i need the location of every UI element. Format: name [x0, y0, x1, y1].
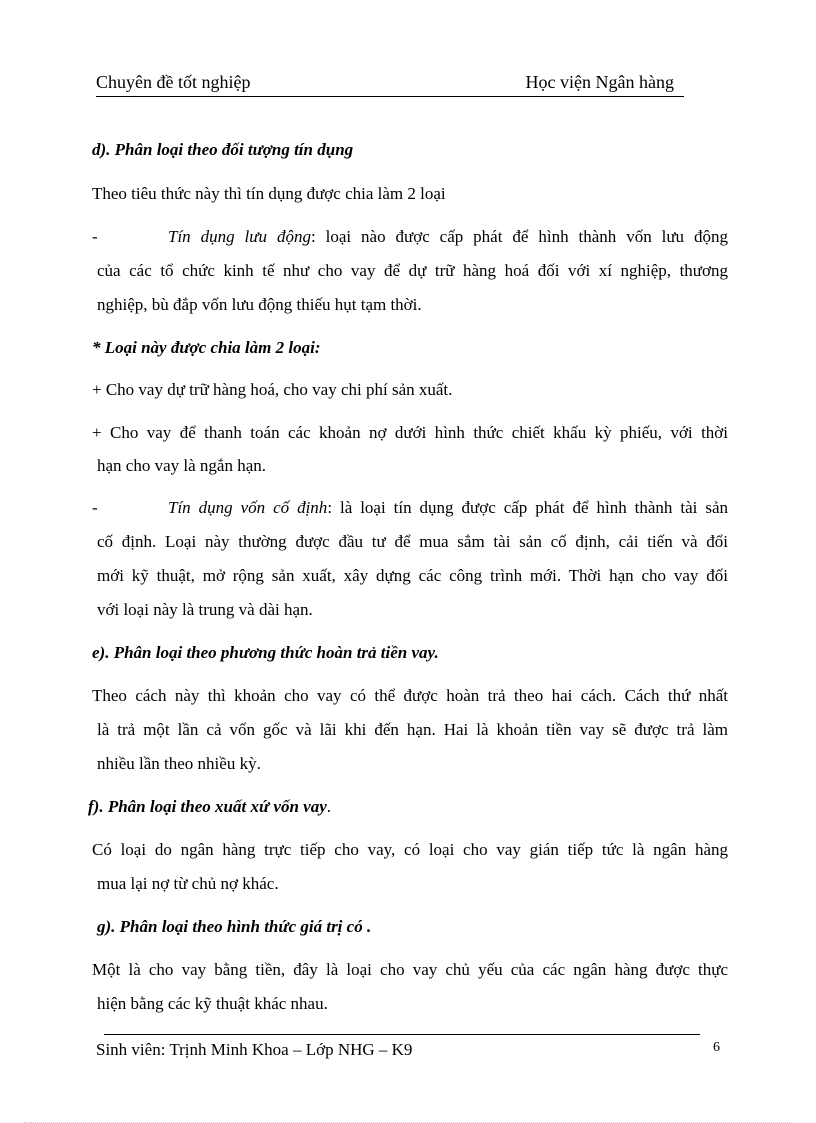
page-header [96, 72, 684, 97]
section-f-heading-dot: . [326, 797, 331, 816]
page-number: 6 [713, 1040, 720, 1055]
section-d-heading: d). Phân loại theo đối tượng tín dụng [92, 140, 354, 159]
section-g-heading: g). Phân loại theo hình thức giá trị có . [97, 917, 372, 936]
section-f-heading-wrap [88, 797, 331, 817]
bullet-dash: - [92, 498, 98, 517]
item2-line3: mới kỹ thuật, mở rộng sản xuất, xây dựng các công trình mới. Thời hạn cho vay đối [97, 566, 728, 585]
footer-student: Sinh viên: Trịnh Minh Khoa – Lớp NHG – K9 [96, 1040, 413, 1059]
section-d-intro: Theo tiêu thức này thì tín dụng được chia làm 2 loại [92, 184, 446, 203]
term-tin-dung-von-co-dinh: Tín dụng vốn cố định [168, 498, 328, 517]
subtype-2-line2: hạn cho vay là ngắn hạn. [97, 456, 266, 475]
section-f-line2: mua lại nợ từ chủ nợ khác. [97, 874, 279, 893]
item2-line1 [168, 498, 728, 518]
section-f-line1: Có loại do ngân hàng trực tiếp cho vay, có loại cho vay gián tiếp tức là ngân hàng [92, 840, 728, 859]
item2-line2: cố định. Loại này thường được đầu tư để mua sắm tài sản cố định, cải tiến và đổi [97, 532, 728, 551]
section-e-line1: Theo cách này thì khoản cho vay có thể được hoàn trả theo hai cách. Cách thứ nhất [92, 686, 728, 705]
item1-line2: của các tổ chức kinh tế như cho vay để dự trữ hàng hoá đối với xí nghiệp, thương [97, 261, 728, 280]
item1-line1 [168, 227, 728, 247]
item2-line1-rest: : là loại tín dụng được cấp phát để hình thành tài sản [327, 498, 728, 517]
item2-line4: với loại này là trung và dài hạn. [97, 600, 313, 619]
section-g-line2: hiện bằng các kỹ thuật khác nhau. [97, 994, 328, 1013]
section-f-heading: f). Phân loại theo xuất xứ vốn vay [88, 797, 327, 816]
bullet-dash: - [92, 227, 98, 246]
section-g-line1: Một là cho vay bằng tiền, đây là loại cho vay chủ yếu của các ngân hàng được thực [92, 960, 728, 979]
item1-line1-rest: : loại nào được cấp phát để hình thành vốn lưu động [310, 227, 728, 246]
header-left-title: Chuyên đề tốt nghiệp [96, 72, 251, 92]
subtype-2-line1: + Cho vay để thanh toán các khoản nợ dưới hình thức chiết khấu kỳ phiếu, với thời [92, 423, 728, 442]
footer-divider [104, 1034, 700, 1035]
subtype-heading: * Loại này được chia làm 2 loại: [92, 338, 321, 357]
section-e-line2: là trả một lần cả vốn gốc và lãi khi đến hạn. Hai là khoản tiền vay sẽ được trả làm [97, 720, 728, 739]
subtype-1: + Cho vay dự trữ hàng hoá, cho vay chi phí sản xuất. [92, 380, 453, 399]
section-e-line3: nhiều lần theo nhiều kỳ. [97, 754, 261, 773]
term-tin-dung-luu-dong: Tín dụng lưu động [168, 227, 311, 246]
header-right-title: Học viện Ngân hàng [525, 72, 674, 92]
section-e-heading: e). Phân loại theo phương thức hoàn trả tiền vay. [92, 643, 439, 662]
item1-line3: nghiệp, bù đắp vốn lưu động thiếu hụt tạm thời. [97, 295, 422, 314]
